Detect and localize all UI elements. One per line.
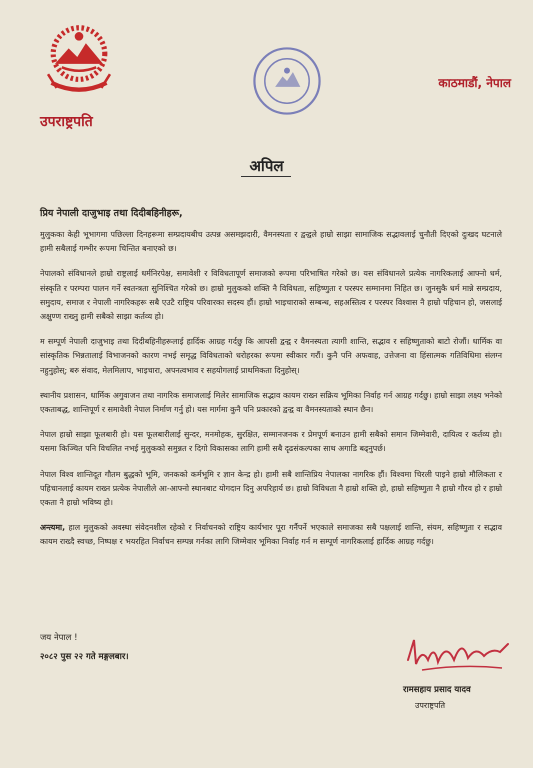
letter-title: अपिल xyxy=(249,157,284,175)
paragraph: मुलुकका केही भूभागमा पछिल्ला दिनहरूमा सम्प्रदायबीच उत्पन्न असमझदारी, वैमनस्यता र द्वन्द्वले हाम्रो साझा सामाजिक सद्भावलाई चुनौती दिएको दुःखद घटनाले हामी सबैलाई गम्भीर रूपमा चिन्तित बनाएको छ। xyxy=(40,230,502,254)
final-lead: अन्त्यमा, xyxy=(40,523,66,533)
office-seal-icon xyxy=(250,44,324,118)
letter-body xyxy=(40,228,502,561)
signatory-name: रामसहाय प्रसाद यादव xyxy=(403,685,471,695)
signatory-title: उपराष्ट्रपति xyxy=(415,701,446,710)
salutation: प्रिय नेपाली दाजुभाइ तथा दिदीबहिनीहरू, xyxy=(40,208,183,219)
paragraph-final: अन्त्यमा, हाल मुलुकको अवस्था संवेदनशील रहेको र निर्वाचनको राष्ट्रिय कार्यभार पूरा गर्नैपर्ने भएकाले समाजका सबै पक्षलाई शान्ति, संयम, सहिष्णुता र सद्भाव कायम राख्दै स्वच्छ, निष्पक्ष र भयरहित निर्वाचन सम्पन्न गर्नका लागि जिम्मेवार भूमिका निर्वाह गर्न म सम्पूर्ण नागरिकलाई हार्दिक आग्रह गर्दछु। xyxy=(40,523,502,547)
place-label: काठमाडौं, नेपाल xyxy=(438,76,511,90)
paragraph: स्थानीय प्रशासन, धार्मिक अगुवाजन तथा नागरिक समाजलाई मिलेर सामाजिक सद्भाव कायम राख्न सक्रिय भूमिका निर्वाह गर्न आग्रह गर्दछु। हाम्रो साझा लक्ष्य भनेको एकताबद्ध, शान्तिपूर्ण र समावेशी नेपाल निर्माण गर्नु हो। यस मार्गमा कुनै पनि प्रकारको द्वन्द्व वा वैमनस्यताको स्थान छैन। xyxy=(40,390,502,415)
letter-date: २०८२ पुस २२ गते मङ्गलबार। xyxy=(40,652,129,662)
closing-block xyxy=(40,632,129,670)
title-underline xyxy=(241,176,291,177)
signature-icon xyxy=(402,630,512,678)
national-emblem-icon xyxy=(36,14,122,100)
closing-line: जय नेपाल ! xyxy=(40,633,78,643)
paragraph: नेपाल हाम्रो साझा फूलबारी हो। यस फूलबारीलाई सुन्दर, मनमोहक, सुरक्षित, सम्मानजनक र प्रेमपूर्ण बनाउन हामी सबैको समान जिम्मेवारी, दायित्व र कर्तव्य हो। यसमा किञ्चित पनि विचलित नभई मुलुकको समुन्नत र दिगो विकासका लागि हामी सबै दृढसंकल्पका साथ अगाडि बढ्नुपर्छ। xyxy=(40,430,502,454)
paragraph: नेपाल विश्व शान्तिदूत गौतम बुद्धको भूमि, जनकको कर्मभूमि र ज्ञान केन्द्र हो। हामी सबै शान्तिप्रिय नेपालका नागरिक हौं। विश्वमा चिरली पाइने हाम्रो मौलिकता र पहिचानलाई कायम राख्न प्रत्येक नेपालीले आ-आफ्नो स्थानबाट योगदान दिनु अपरिहार्य छ। हाम्रो विविधता नै हाम्रो शक्ति हो, हाम्रो सहिष्णुता नै हाम्रो गौरव हो र हाम्रो एकता नै हाम्रो भविष्य हो। xyxy=(40,469,502,508)
paragraph: नेपालको संविधानले हाम्रो राष्ट्रलाई धर्मनिरपेक्ष, समावेशी र विविधतापूर्ण समाजको रूपमा परिभाषित गरेको छ। यस संविधानले प्रत्येक नागरिकलाई आफ्नो धर्म, संस्कृति र परम्परा पालन गर्ने स्वतन्त्रता सुनिश्चित गरेको छ। हाम्रो मुलुकको शक्ति नै विविधता, सहिष्णुता र परस्पर सम्मानमा निहित छ। जुनसुकै धर्म मान्ने सम्प्रदाय, समुदाय, समाज र नेपाली नागरिकहरू सबै एउटै राष्ट्रिय परिवारका सदस्य हौं। हाम्रो भाइचाराको सम्बन्ध, सहअस्तित्व र परस्पर विश्वास नै हाम्रो पहिचान हो, जसलाई अक्षुण्ण राख्नु हामी सबैको साझा कर्तव्य हो। xyxy=(40,269,502,322)
office-heading: उपराष्ट्रपति xyxy=(40,114,93,130)
paragraph: म सम्पूर्ण नेपाली दाजुभाइ तथा दिदीबहिनीहरूलाई हार्दिक आग्रह गर्दछु कि आपसी द्वन्द्व र वैमनस्यता त्यागी शान्ति, सद्भाव र सहिष्णुताको बाटो रोजौं। धार्मिक वा सांस्कृतिक भिन्नतालाई विभाजनको कारण नभई समृद्ध विविधताको धरोहरका रूपमा स्वीकार गरौं। कुनै पनि अफवाह, उत्तेजना वा हिंसात्मक गतिविधिमा संलग्न नहुनुहोस्; बरु संवाद, मेलमिलाप, भाइचारा, अपनत्वभाव र सहयोगलाई प्राथमिकता दिनुहोस्। xyxy=(40,337,502,375)
